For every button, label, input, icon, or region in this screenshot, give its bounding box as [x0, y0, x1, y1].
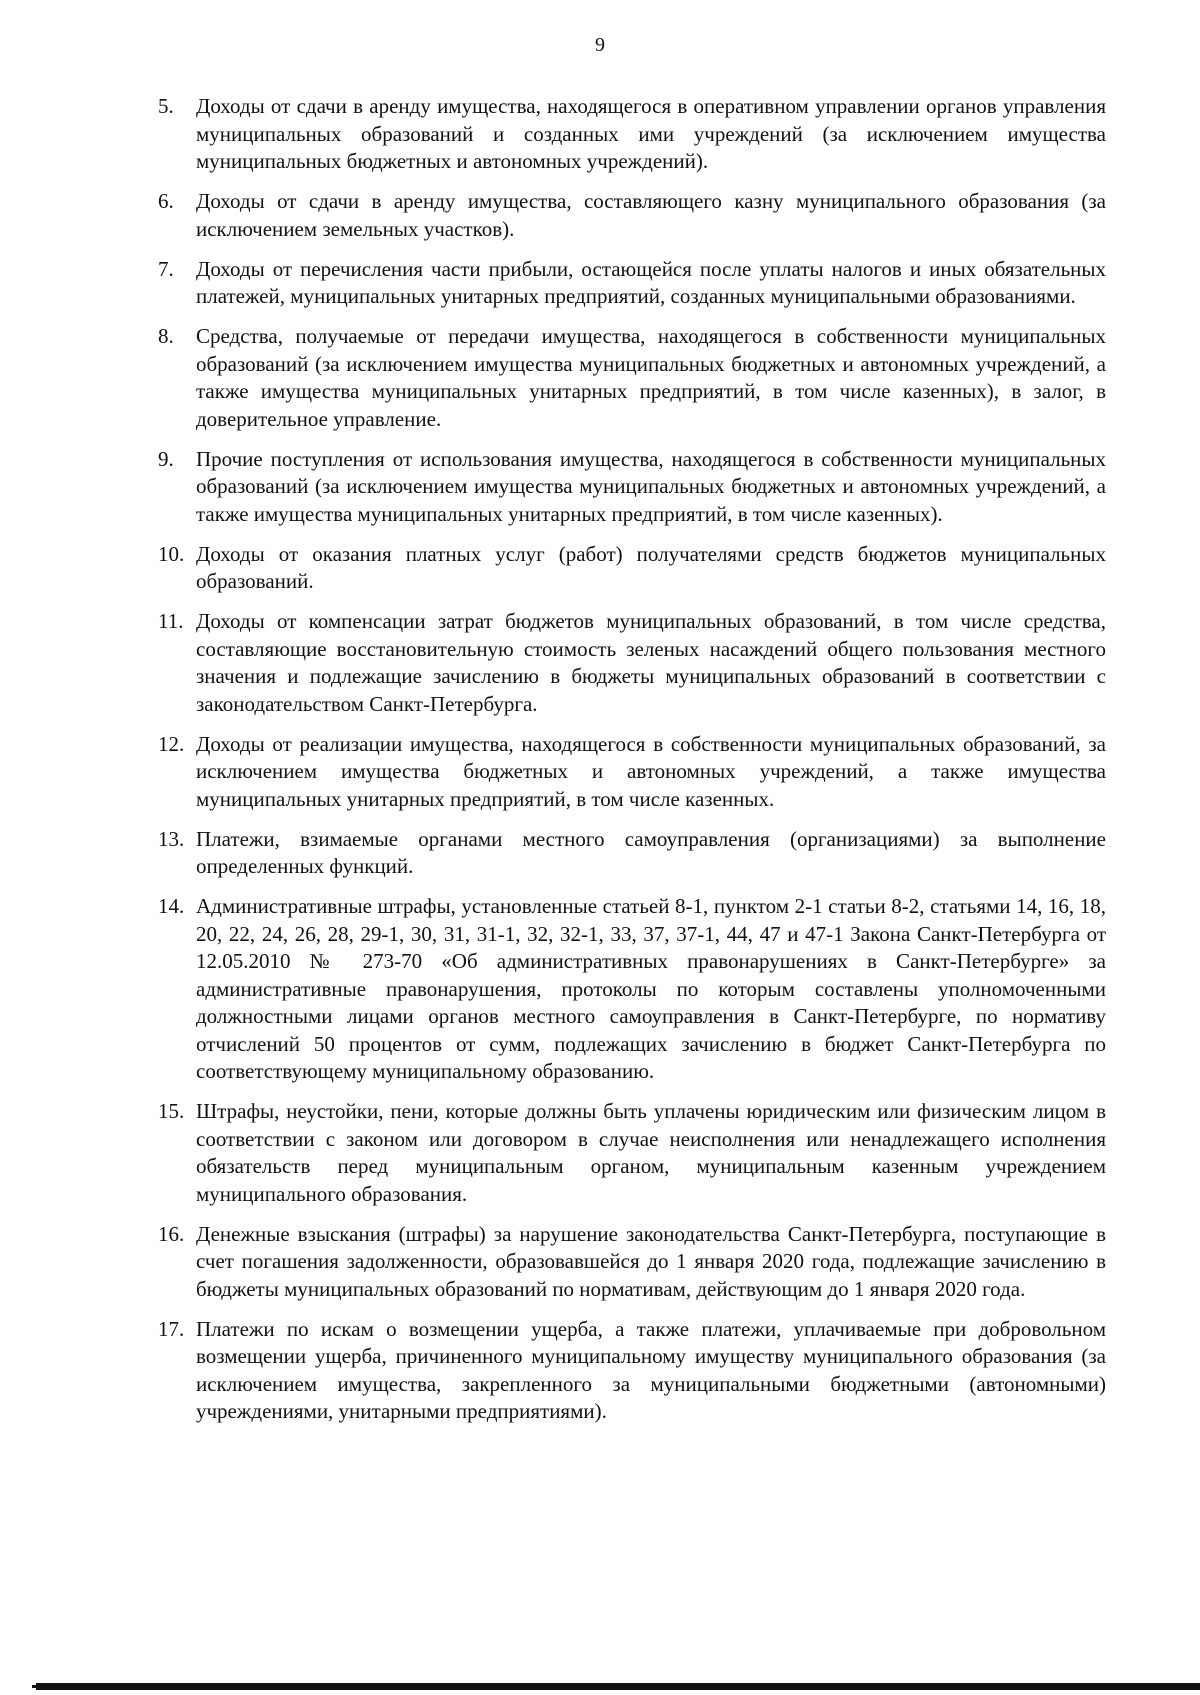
item-text: Прочие поступления от использования имущества, находящегося в собственности муниципальных образований (за исключением имущества муниципальных бюджетных и автономных учреждений, а также имущества муниципальных унитарных предприятий, в том числе казенных).	[196, 446, 1106, 526]
list-item	[158, 1098, 1106, 1208]
list-item	[158, 826, 1106, 881]
list-item	[158, 608, 1106, 718]
item-text: Доходы от сдачи в аренду имущества, находящегося в оперативном управлении органов управления муниципальных образований и созданных ими учреждений (за исключением имущества муниципальных бюджетных и автономных учреждений).	[196, 94, 1106, 173]
list-item	[158, 1316, 1106, 1426]
scan-bottom-edge-rule	[36, 1683, 1200, 1690]
item-number: 12.	[158, 731, 185, 756]
item-text: Платежи, взимаемые органами местного самоуправления (организациями) за выполнение определенных функций.	[196, 826, 1106, 878]
item-number: 13.	[158, 826, 185, 851]
list-item	[158, 323, 1106, 433]
income-items-list	[158, 93, 1106, 1438]
item-number: 6.	[158, 189, 174, 213]
list-item	[158, 893, 1106, 1086]
item-number: 9.	[158, 446, 174, 471]
list-item	[158, 93, 1106, 176]
item-text: Доходы от реализации имущества, находящегося в собственности муниципальных образований, за исключением имущества бюджетных и автономных учреждений, а также имущества муниципальных унитарных предприятий, в том числе казенных.	[196, 731, 1106, 811]
item-text: Доходы от сдачи в аренду имущества, составляющего казну муниципального образования (за исключением земельных участков).	[196, 189, 1106, 241]
item-number: 7.	[158, 256, 174, 281]
item-number: 17.	[158, 1316, 185, 1341]
item-number: 10.	[158, 541, 185, 566]
list-item	[158, 256, 1106, 311]
list-item	[158, 188, 1106, 243]
list-item	[158, 731, 1106, 814]
item-text: Денежные взыскания (штрафы) за нарушение законодательства Санкт-Петербурга, поступающие в счет погашения задолженности, образовавшейся до 1 января 2020 года, подлежащие зачислению в бюджеты муниципальных образований по нормативам, действующим до 1 января 2020 года.	[196, 1221, 1106, 1301]
item-number: 11.	[158, 609, 184, 633]
item-text: Доходы от перечисления части прибыли, остающейся после уплаты налогов и иных обязательных платежей, муниципальных унитарных предприятий, созданных муниципальными образованиями.	[196, 256, 1106, 308]
item-text: Штрафы, неустойки, пени, которые должны быть уплачены юридическим или физическим лицом в соответствии с законом или договором в случае неисполнения или ненадлежащего исполнения обязательств перед муниципальным органом, муниципальным казенным учреждением муниципального образования.	[196, 1099, 1106, 1206]
list-item	[158, 446, 1106, 529]
item-text: Доходы от оказания платных услуг (работ) получателями средств бюджетов муниципальных образований.	[196, 541, 1106, 593]
list-item	[158, 1221, 1106, 1304]
item-number: 8.	[158, 324, 174, 348]
item-number: 16.	[158, 1221, 185, 1246]
item-text: Административные штрафы, установленные статьей 8-1, пунктом 2-1 статьи 8-2, статьями 14, 16, 18, 20, 22, 24, 26, 28, 29-1, 30, 31, 31-1, 32, 32-1, 33, 37, 37-1, 44, 47 и 47-1 Закона Санкт-Петербурга от 12.05.2010 № 273-70 «Об административных правонарушениях в Санкт-Петербурге» за административные правонарушения, протоколы по которым составлены уполномоченными должностными лицами органов местного самоуправления в Санкт-Петербурге, по нормативу отчислений 50 процентов от сумм, подлежащих зачислению в бюджет Санкт-Петербурга по соответствующему муниципальному образованию.	[196, 894, 1106, 1083]
item-number: 5.	[158, 94, 174, 118]
item-number: 14.	[158, 894, 185, 918]
item-text: Средства, получаемые от передачи имущества, находящегося в собственности муниципальных образований (за исключением имущества муниципальных бюджетных и автономных учреждений, а также имущества муниципальных унитарных предприятий, в том числе казенных), в залог, в доверительное управление.	[196, 324, 1106, 431]
item-text: Доходы от компенсации затрат бюджетов муниципальных образований, в том числе средства, составляющие восстановительную стоимость зеленых насаждений общего пользования местного значения и подлежащие зачислению в бюджеты муниципальных образований в соответствии с законодательством Санкт-Петербурга.	[196, 609, 1106, 716]
list-item	[158, 541, 1106, 596]
page-number: 9	[595, 34, 605, 56]
item-number: 15.	[158, 1099, 185, 1123]
item-text: Платежи по искам о возмещении ущерба, а также платежи, уплачиваемые при добровольном возмещении ущерба, причиненного муниципальному имуществу муниципального образования (за исключением имущества, закрепленного за муниципальными бюджетными (автономными) учреждениями, унитарными предприятиями).	[196, 1316, 1106, 1423]
